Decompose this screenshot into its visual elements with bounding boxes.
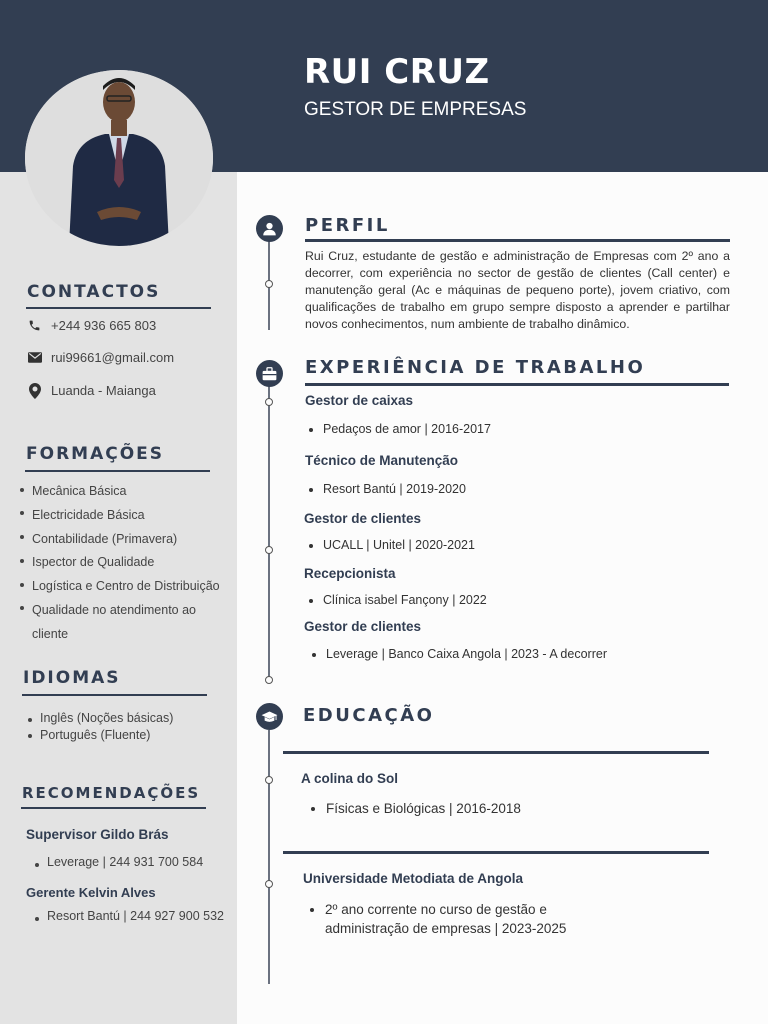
email-value: rui99661@gmail.com — [51, 350, 175, 365]
experiencia-rule — [305, 383, 729, 386]
idiomas-rule — [22, 694, 207, 696]
timeline-dot — [265, 280, 273, 288]
person-icon — [262, 221, 277, 236]
recommender-detail: Leverage | 244 931 700 584 — [33, 855, 203, 869]
list-item: Mecânica Básica — [18, 480, 232, 504]
person-role: GESTOR DE EMPRESAS — [304, 99, 527, 120]
job-title: Gestor de caixas — [305, 393, 414, 408]
educacao-rule — [283, 751, 709, 754]
educacao-divider — [283, 851, 709, 854]
school-name: A colina do Sol — [301, 771, 399, 786]
briefcase-icon — [262, 367, 277, 381]
phone-icon — [27, 318, 42, 333]
recommender-detail-list — [33, 855, 203, 869]
timeline-dot — [265, 398, 273, 406]
idiomas-heading: IDIOMAS — [23, 668, 121, 688]
list-item: Português (Fluente) — [26, 727, 226, 744]
experiencia-section-icon — [256, 360, 283, 387]
phone-value: +244 936 665 803 — [51, 318, 157, 333]
perfil-rule — [305, 239, 730, 242]
job-title: Recepcionista — [304, 566, 396, 581]
recomendacoes-heading: RECOMENDAÇÕES — [22, 784, 201, 802]
school-name: Universidade Metodiata de Angola — [303, 871, 524, 886]
list-item: Ispector de Qualidade — [18, 551, 232, 575]
timeline-dot — [265, 776, 273, 784]
timeline-line — [268, 383, 270, 681]
list-item: Contabilidade (Primavera) — [18, 528, 232, 552]
timeline-line — [268, 730, 270, 984]
contact-email[interactable] — [27, 350, 174, 365]
contact-phone[interactable] — [27, 318, 156, 333]
recommender-name: Gerente Kelvin Alves — [26, 885, 156, 900]
contact-location — [27, 383, 156, 398]
school-detail: 2º ano corrente no curso de gestão e administração de empresas | 2023-2025 — [305, 901, 595, 938]
list-item: Electricidade Básica — [18, 504, 232, 528]
location-icon — [27, 383, 42, 398]
timeline-dot — [265, 880, 273, 888]
job-detail: UCALL | Unitel | 2020-2021 — [307, 538, 475, 552]
location-value: Luanda - Maianga — [51, 383, 156, 398]
formacoes-rule — [25, 470, 210, 472]
list-item: Logística e Centro de Distribuição — [18, 575, 232, 599]
experiencia-heading: EXPERIÊNCIA DE TRABALHO — [305, 357, 646, 378]
educacao-heading: EDUCAÇÃO — [303, 705, 435, 726]
educacao-section-icon — [256, 703, 283, 730]
recommender-detail-list — [33, 909, 224, 923]
idiomas-list — [26, 710, 226, 743]
job-detail: Clínica isabel Fançony | 2022 — [307, 593, 487, 607]
profile-photo — [25, 70, 213, 246]
formacoes-heading: FORMAÇÕES — [26, 444, 165, 464]
job-title: Gestor de clientes — [304, 511, 422, 526]
perfil-heading: PERFIL — [305, 215, 390, 236]
job-title: Técnico de Manutenção — [305, 453, 459, 468]
job-detail: Resort Bantú | 2019-2020 — [307, 482, 466, 496]
perfil-section-icon — [256, 215, 283, 242]
recomendacoes-rule — [21, 807, 206, 809]
job-title: Gestor de clientes — [304, 619, 422, 634]
recommender-name: Supervisor Gildo Brás — [26, 827, 169, 842]
recommender-detail: Resort Bantú | 244 927 900 532 — [33, 909, 224, 923]
graduation-cap-icon — [261, 710, 278, 724]
formacoes-list — [18, 480, 232, 647]
list-item: Inglês (Noções básicas) — [26, 710, 226, 727]
timeline-dot — [265, 546, 273, 554]
contacts-heading: CONTACTOS — [27, 282, 161, 302]
email-icon — [27, 350, 42, 365]
perfil-text: Rui Cruz, estudante de gestão e administração de Empresas com 2º ano a decorrer, com experiência no sector de gestão de clientes (Call center) e manutenção geral (Ac e máquinas de pequeno porte), jovem criativo, com qualificações de trabalho em grupo sempre disposto a aprender e partilhar novos conhecimentos, num ambiente de trabalho dinâmico. — [305, 249, 730, 331]
list-item: Qualidade no atendimento ao cliente — [18, 599, 232, 647]
person-name: RUI CRUZ — [304, 52, 490, 92]
timeline-dot — [265, 676, 273, 684]
job-detail: Pedaços de amor | 2016-2017 — [307, 422, 491, 436]
contacts-rule — [26, 307, 211, 309]
school-detail: Físicas e Biológicas | 2016-2018 — [306, 800, 521, 819]
job-detail: Leverage | Banco Caixa Angola | 2023 - A decorrer — [310, 647, 607, 661]
